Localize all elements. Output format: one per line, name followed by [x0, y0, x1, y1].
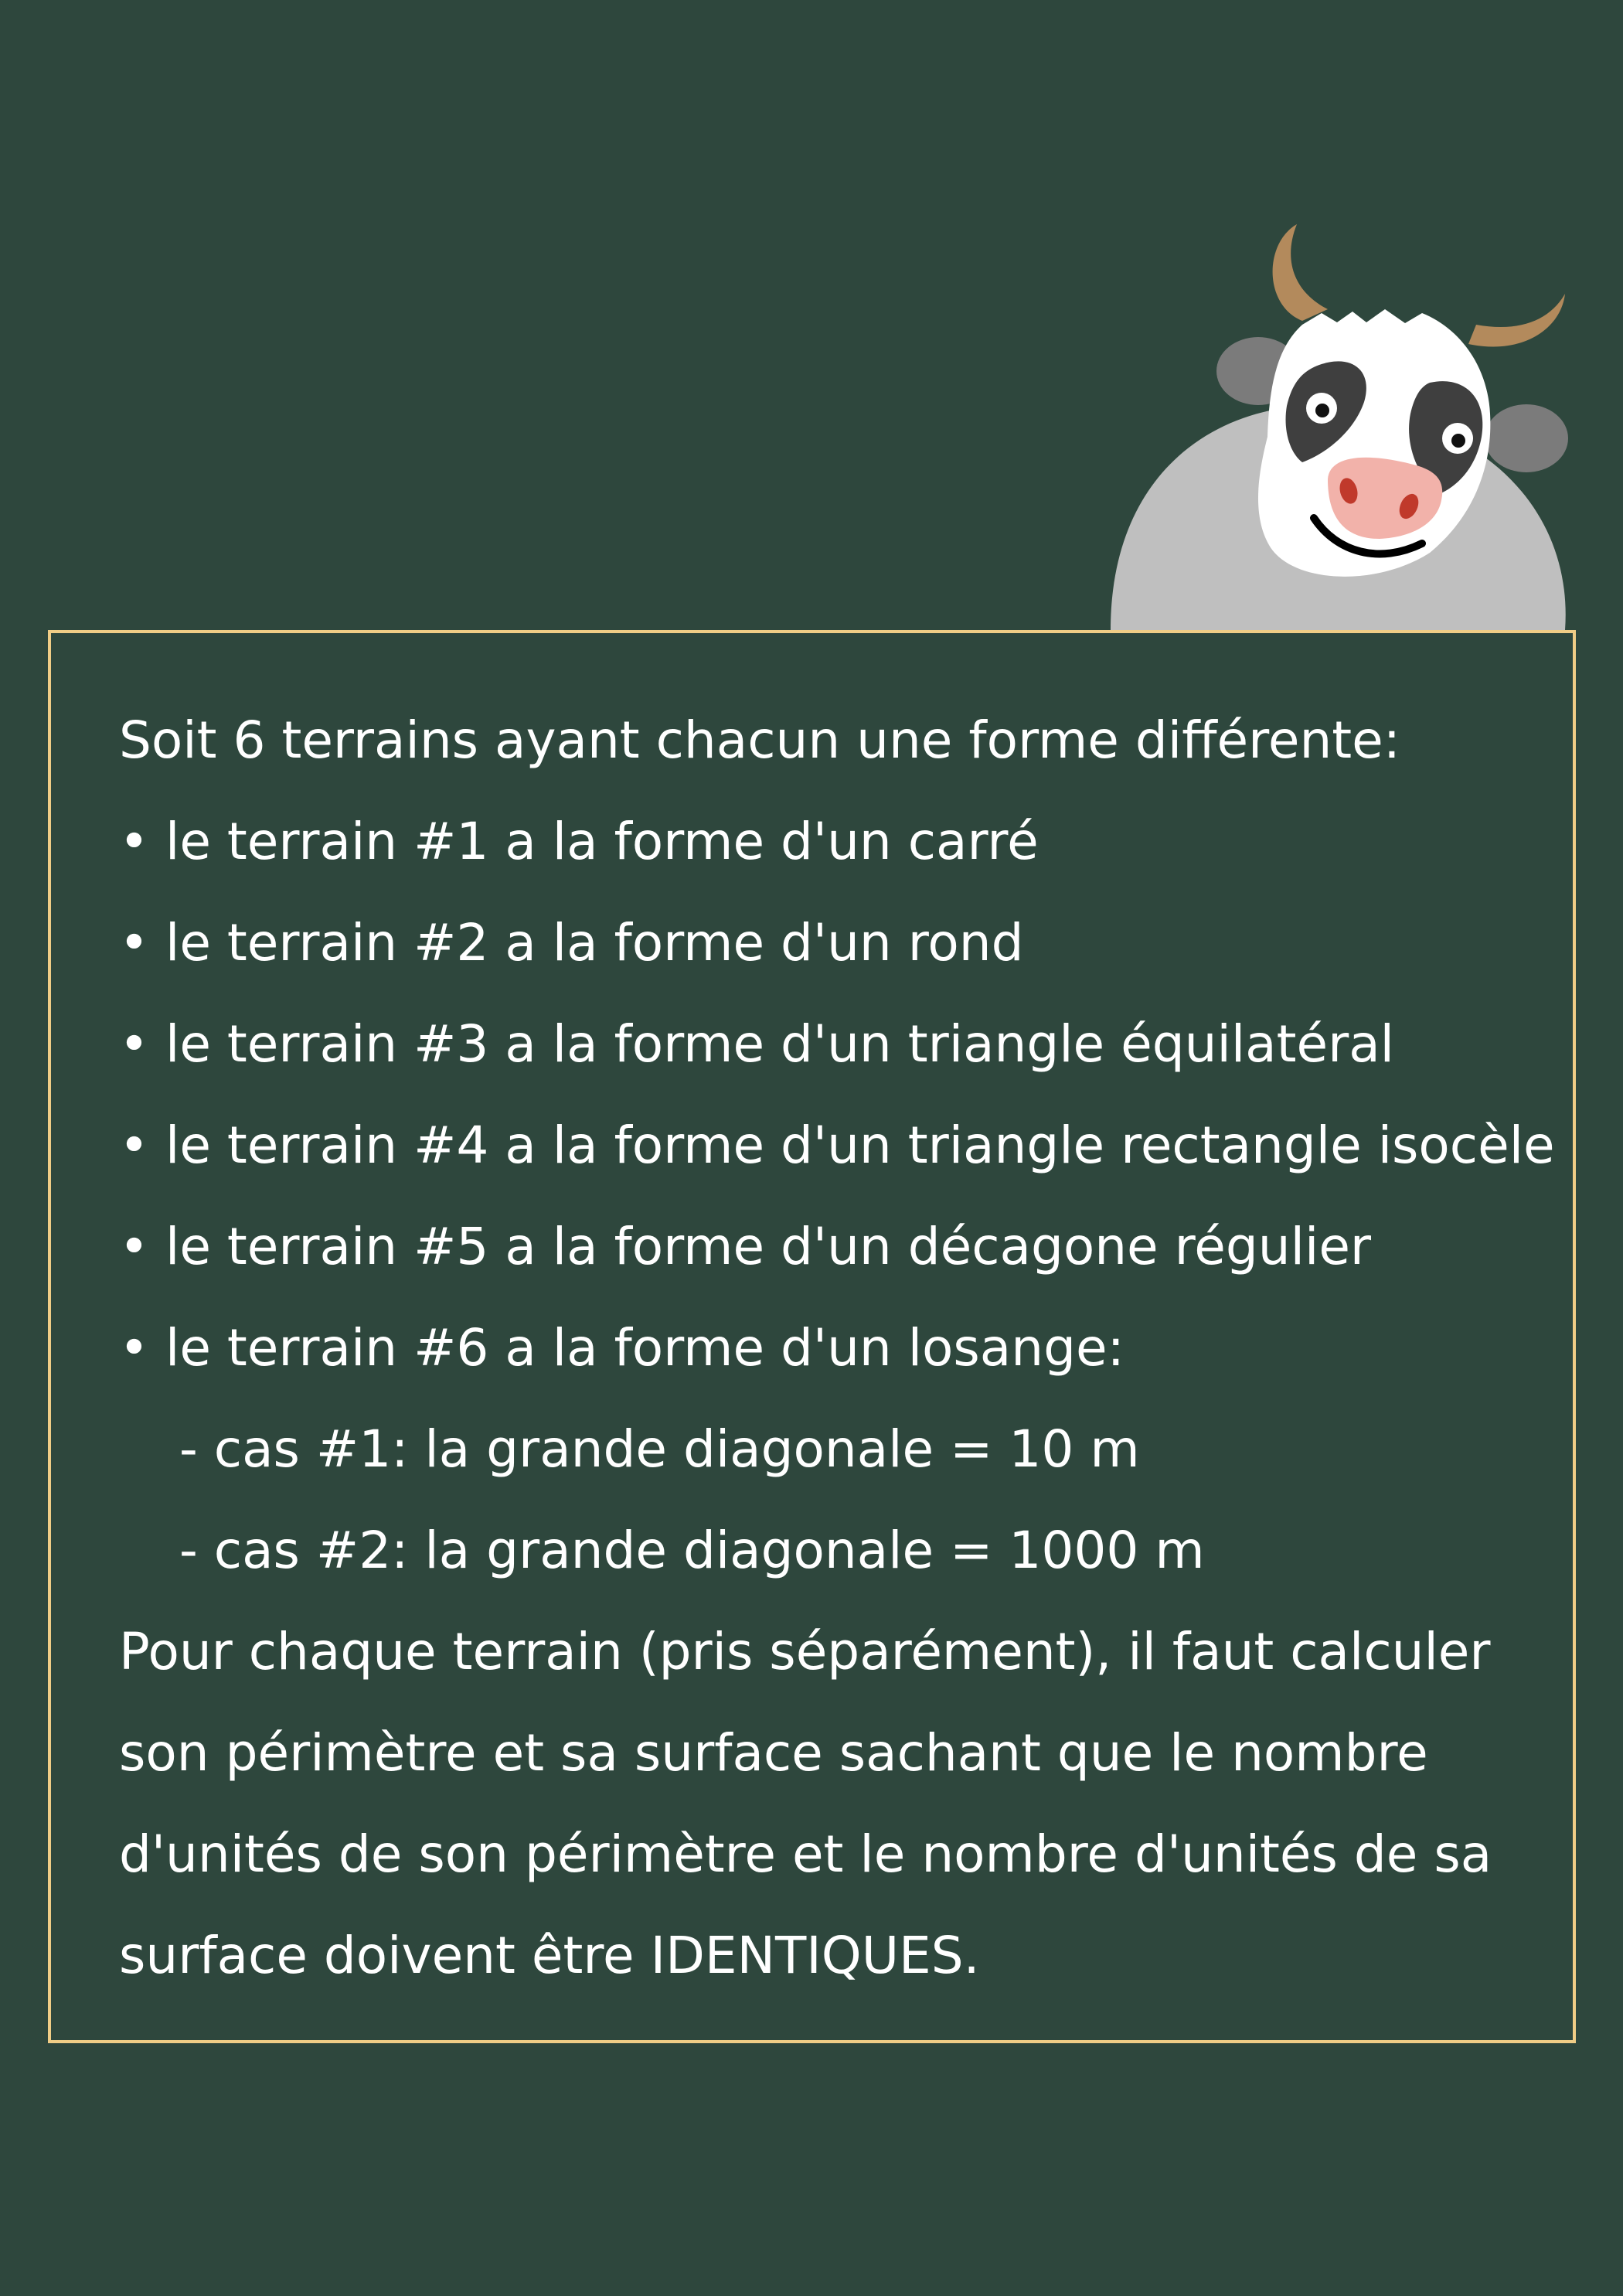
bullet: • — [119, 1318, 149, 1378]
list-item — [119, 1196, 1557, 1297]
list-item — [119, 791, 1557, 892]
intro-line: Soit 6 terrains ayant chacun une forme différente: — [119, 710, 1400, 770]
list-item-text: le terrain #1 a la forme d'un carré — [165, 812, 1039, 871]
conclusion-line: Pour chaque terrain (pris séparément), il faut calculer — [119, 1622, 1491, 1681]
bullet: • — [119, 1014, 149, 1074]
list-item — [119, 892, 1557, 993]
case-line-2: - cas #2: la grande diagonale = 1000 m — [179, 1521, 1205, 1580]
cow-horn-left — [1273, 224, 1328, 321]
cow-ear-right — [1485, 404, 1568, 472]
list-item — [119, 1297, 1557, 1398]
list-item — [119, 993, 1557, 1095]
bullet: • — [119, 1116, 149, 1175]
bullet: • — [119, 913, 149, 973]
list-item-text: le terrain #3 a la forme d'un triangle équilatéral — [165, 1014, 1394, 1074]
list-item-text: le terrain #5 a la forme d'un décagone régulier — [165, 1217, 1372, 1276]
cow-icon — [1097, 220, 1577, 630]
list-item-text: le terrain #4 a la forme d'un triangle rectangle isocèle — [165, 1116, 1555, 1175]
bullet: • — [119, 1217, 149, 1276]
problem-statement — [119, 690, 1557, 2006]
cow-horn-right — [1468, 294, 1565, 347]
cow-pupil-right — [1451, 434, 1465, 448]
conclusion-line: son périmètre et sa surface sachant que le nombre — [119, 1723, 1428, 1783]
list-item-text: le terrain #6 a la forme d'un losange: — [165, 1318, 1125, 1378]
conclusion-line: surface doivent être IDENTIQUES. — [119, 1926, 980, 1985]
bullet: • — [119, 812, 149, 871]
conclusion-line: d'unités de son périmètre et le nombre d'unités de sa — [119, 1824, 1492, 1884]
cow-pupil-left — [1315, 404, 1329, 417]
list-item-text: le terrain #2 a la forme d'un rond — [165, 913, 1024, 973]
case-line-1: - cas #1: la grande diagonale = 10 m — [179, 1419, 1140, 1479]
list-item — [119, 1095, 1557, 1196]
